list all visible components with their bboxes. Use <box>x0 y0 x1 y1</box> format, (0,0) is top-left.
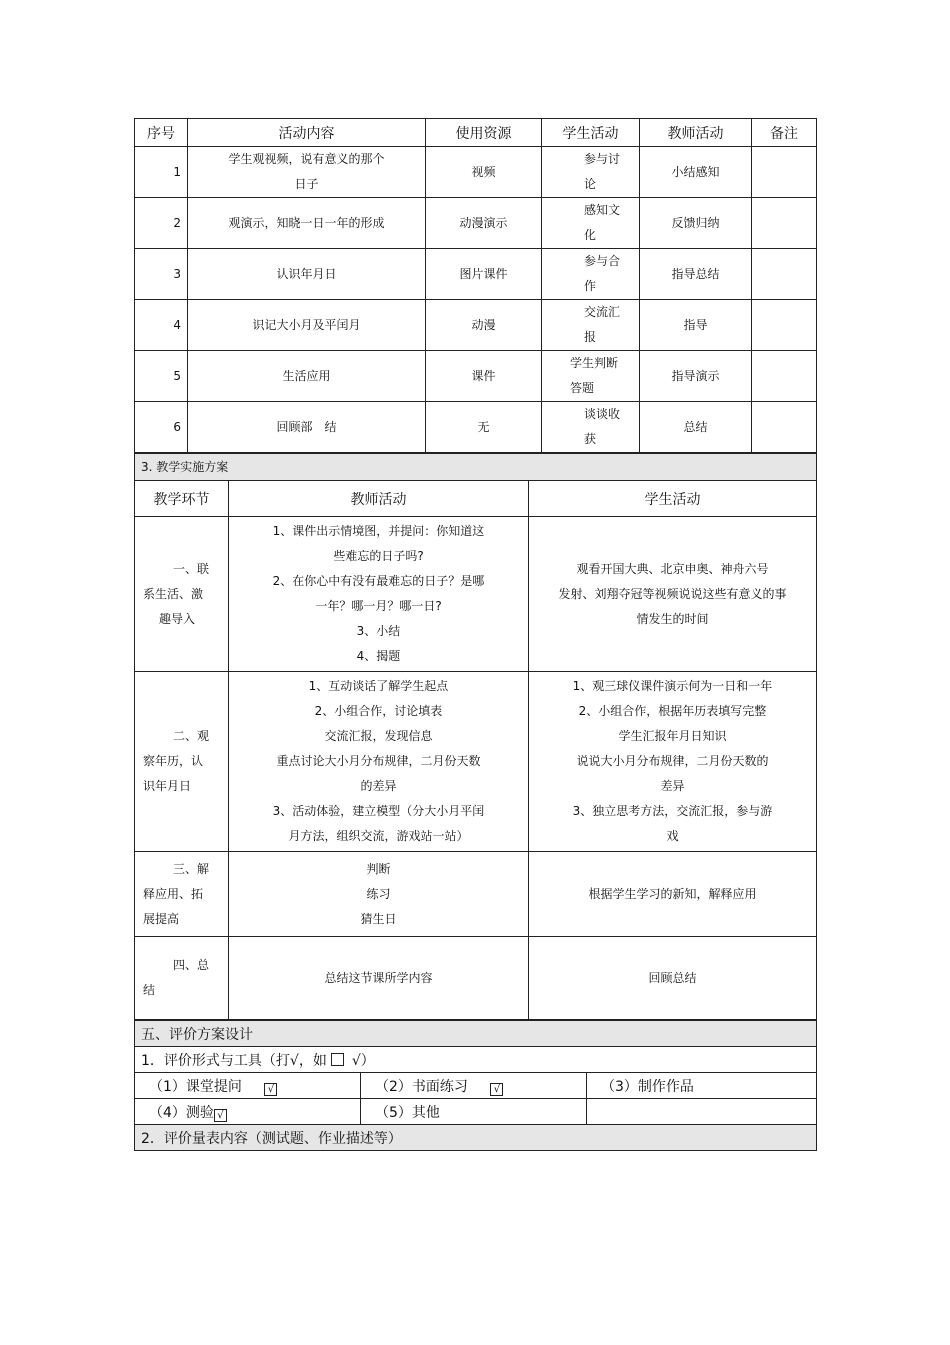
table-row <box>135 147 817 198</box>
row-index: 6 <box>135 402 188 453</box>
implementation-table <box>134 453 817 1020</box>
teacher-line: 2、小组合作，讨论填表 <box>314 704 443 718</box>
stage-line: 趣导入 <box>159 611 196 626</box>
table-row <box>135 198 817 249</box>
row-content: 生活应用 <box>188 351 426 402</box>
stage-line: 三、解 <box>173 861 210 876</box>
stage-line: 释应用、拓 <box>143 886 204 901</box>
header-student-activity: 学生活动 <box>542 119 640 147</box>
teacher-line: 些难忘的日子吗? <box>333 549 424 563</box>
row-teacher: 指导 <box>640 300 752 351</box>
row-student: 感知文化 <box>542 198 640 249</box>
stage-cell <box>135 852 229 937</box>
evaluation-forms-title <box>135 1047 817 1073</box>
row-teacher: 小结感知 <box>640 147 752 198</box>
teacher-line: 一年？哪一月？哪一日? <box>315 599 442 613</box>
row-resource: 图片课件 <box>426 249 542 300</box>
row-student: 参与合作 <box>542 249 640 300</box>
row-note <box>752 402 817 453</box>
teacher-line: 总结这节课所学内容 <box>324 970 433 985</box>
row-content: 学生观视频，说有意义的那个日子 <box>188 147 426 198</box>
teacher-line: 的差异 <box>360 779 397 793</box>
checked-box-icon[interactable]: √ <box>214 1109 227 1122</box>
table-row <box>135 402 817 453</box>
row-index: 3 <box>135 249 188 300</box>
student-line: 根据学生学习的新知，解释应用 <box>588 886 757 901</box>
student-activity-cell <box>529 672 817 852</box>
row-index: 1 <box>135 147 188 198</box>
teacher-activity-cell <box>229 672 529 852</box>
option-label: （2）书面练习 <box>375 1078 468 1095</box>
teacher-activity-cell <box>229 937 529 1020</box>
header-stage: 教学环节 <box>135 481 229 517</box>
header-teacher-activity: 教师活动 <box>640 119 752 147</box>
row-note <box>752 300 817 351</box>
row-note <box>752 351 817 402</box>
stage-cell <box>135 517 229 672</box>
checked-box-icon[interactable]: √ <box>264 1083 277 1096</box>
eval-option-other[interactable] <box>361 1099 587 1125</box>
stage-line: 二、观 <box>173 729 210 743</box>
teacher-line: 练习 <box>366 886 391 901</box>
eval-option-test[interactable] <box>135 1099 361 1125</box>
table-row <box>135 852 817 937</box>
table-row <box>135 249 817 300</box>
student-line: 发射、刘翔夺冠等视频说说这些有意义的事 <box>558 586 787 601</box>
forms-title-suffix: √） <box>351 1052 375 1069</box>
section-title-implementation: 3. 教学实施方案 <box>135 454 817 481</box>
header-student-activity: 学生活动 <box>529 481 817 517</box>
teacher-line: 3、小结 <box>356 624 401 638</box>
student-line: 观看开国大典、北京申奥、神舟六号 <box>576 561 769 576</box>
row-resource: 无 <box>426 402 542 453</box>
row-resource: 视频 <box>426 147 542 198</box>
teacher-line: 1、课件出示情境图，并提问：你知道这 <box>272 524 485 538</box>
student-line: 差异 <box>660 779 685 793</box>
student-activity-cell <box>529 517 817 672</box>
row-teacher: 指导总结 <box>640 249 752 300</box>
row-student: 交流汇报 <box>542 300 640 351</box>
stage-line: 展提高 <box>143 911 180 926</box>
row-note <box>752 249 817 300</box>
student-line: 2、小组合作，根据年历表填写完整 <box>578 704 767 718</box>
teacher-line: 4、揭题 <box>356 649 401 663</box>
checkbox-icon <box>331 1053 344 1066</box>
table-row <box>135 351 817 402</box>
forms-title-text: 1．评价形式与工具（打√，如 <box>141 1052 327 1069</box>
student-line: 学生汇报年月日知识 <box>618 729 727 743</box>
row-student: 学生判断答题 <box>542 351 640 402</box>
activity-table-header <box>135 119 817 147</box>
teacher-line: 1、互动谈话了解学生起点 <box>308 679 449 693</box>
student-line: 1、观三球仪课件演示何为一日和一年 <box>572 679 773 693</box>
eval-option-written-exercises[interactable] <box>361 1073 587 1099</box>
student-line: 戏 <box>666 829 679 843</box>
student-activity-cell <box>529 852 817 937</box>
stage-line: 一、联 <box>173 561 210 576</box>
table-row <box>135 672 817 852</box>
header-index: 序号 <box>135 119 188 147</box>
student-line: 回顾总结 <box>648 970 697 985</box>
row-teacher: 反馈归纳 <box>640 198 752 249</box>
table-row <box>135 300 817 351</box>
teacher-activity-cell <box>229 517 529 672</box>
implementation-table-header <box>135 481 817 517</box>
activity-table <box>134 118 817 453</box>
stage-line: 系生活、激 <box>143 586 204 601</box>
teacher-line: 猜生日 <box>360 911 397 926</box>
row-resource: 动漫 <box>426 300 542 351</box>
row-note <box>752 147 817 198</box>
teacher-line: 月方法，组织交流，游戏站一站） <box>288 829 469 843</box>
teacher-line: 2、在你心中有没有最难忘的日子？是哪 <box>272 574 485 588</box>
row-teacher: 总结 <box>640 402 752 453</box>
header-notes: 备注 <box>752 119 817 147</box>
row-index: 4 <box>135 300 188 351</box>
stage-line: 察年历，认 <box>143 754 204 768</box>
eval-option-classroom-questions[interactable] <box>135 1073 361 1099</box>
evaluation-table <box>134 1020 817 1151</box>
checked-box-icon[interactable]: √ <box>490 1083 503 1096</box>
table-row <box>135 937 817 1020</box>
row-index: 5 <box>135 351 188 402</box>
student-line: 说说大小月分布规律，二月份天数的 <box>576 754 769 768</box>
eval-option-make-works[interactable] <box>587 1073 817 1099</box>
option-label: （5）其他 <box>375 1104 440 1121</box>
teacher-activity-cell <box>229 852 529 937</box>
teacher-line: 重点讨论大小月分布规律，二月份天数 <box>276 754 481 768</box>
student-line: 情发生的时间 <box>636 611 709 626</box>
stage-line: 结 <box>143 983 156 997</box>
student-line: 3、独立思考方法，交流汇报，参与游 <box>572 804 773 818</box>
row-student: 谈谈收获 <box>542 402 640 453</box>
option-label: （1）课堂提问 <box>149 1078 242 1095</box>
stage-line: 四、总 <box>173 958 210 972</box>
evaluation-scale-title: 2．评价量表内容（测试题、作业描述等） <box>135 1125 817 1151</box>
table-row <box>135 517 817 672</box>
stage-line: 识年月日 <box>143 779 192 793</box>
stage-cell <box>135 937 229 1020</box>
header-resource: 使用资源 <box>426 119 542 147</box>
row-content: 认识年月日 <box>188 249 426 300</box>
lesson-plan-document <box>134 118 816 1151</box>
row-content: 识记大小月及平闰月 <box>188 300 426 351</box>
empty-cell <box>587 1099 817 1125</box>
header-teacher-activity: 教师活动 <box>229 481 529 517</box>
teacher-line: 判断 <box>366 861 391 876</box>
teacher-line: 交流汇报，发现信息 <box>324 729 433 743</box>
row-index: 2 <box>135 198 188 249</box>
teacher-line: 3、活动体验，建立模型（分大小月平闰 <box>272 804 485 818</box>
row-note <box>752 198 817 249</box>
row-content: 观演示，知晓一日一年的形成 <box>188 198 426 249</box>
row-student: 参与讨论 <box>542 147 640 198</box>
row-content: 回顾部 结 <box>188 402 426 453</box>
row-resource: 课件 <box>426 351 542 402</box>
row-resource: 动漫演示 <box>426 198 542 249</box>
section-title-evaluation: 五、评价方案设计 <box>135 1021 817 1047</box>
option-label: （4）测验 <box>149 1104 214 1121</box>
student-activity-cell <box>529 937 817 1020</box>
header-content: 活动内容 <box>188 119 426 147</box>
option-label: （3）制作作品 <box>601 1078 694 1095</box>
row-teacher: 指导演示 <box>640 351 752 402</box>
stage-cell <box>135 672 229 852</box>
